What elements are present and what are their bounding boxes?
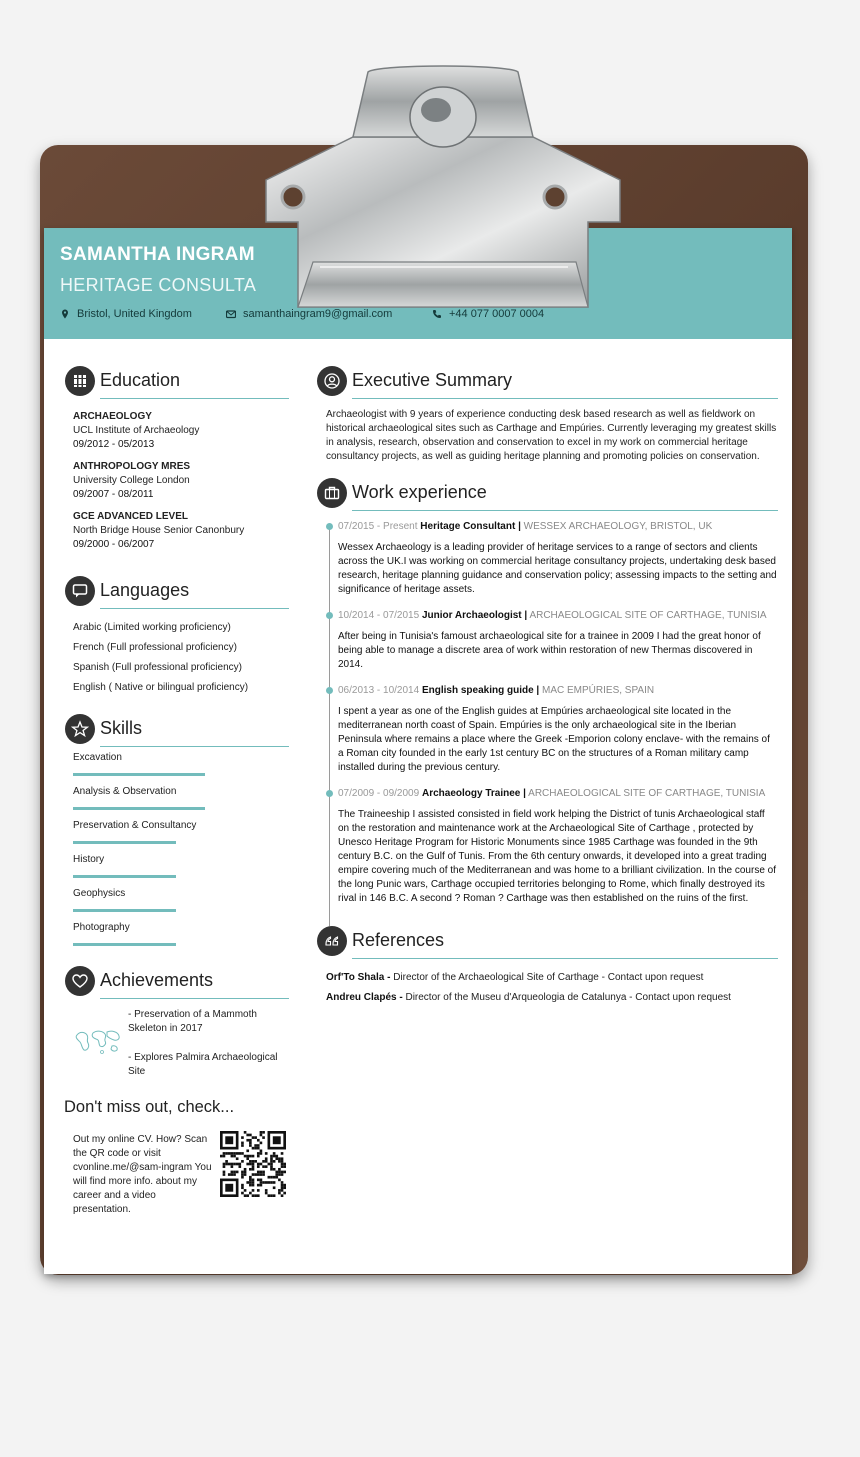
skill-label: Preservation & Consultancy <box>73 820 197 831</box>
degree: ARCHAEOLOGY <box>73 411 152 422</box>
timeline-dot <box>326 790 333 797</box>
summary-title: Executive Summary <box>352 370 513 390</box>
reference-detail: Director of the Museu d'Arqueologia de Catalunya - Contact upon request <box>405 992 731 1003</box>
books-icon <box>65 366 95 396</box>
achievement-item: - Preservation of a Mammoth Skeleton in 2017 <box>128 1009 257 1034</box>
location <box>60 308 192 320</box>
job-org: ARCHAEOLOGICAL SITE OF CARTHAGE, TUNISIA <box>529 610 767 621</box>
school: University College London <box>73 475 190 486</box>
language-item: English ( Native or bilingual proficiency) <box>73 682 249 693</box>
quote-icon <box>317 926 347 956</box>
skill-item <box>73 782 289 816</box>
reference-item <box>326 988 778 1008</box>
job-role: English speaking guide | <box>421 685 540 696</box>
achievements-heading <box>64 964 289 1000</box>
skill-bar <box>73 807 205 810</box>
right-column <box>316 364 778 1008</box>
work-heading <box>316 476 778 512</box>
candidate-name: SAMANTHA INGRAM <box>60 244 255 265</box>
job-dates: 06/2013 - 10/2014 <box>338 685 420 696</box>
reference-name: Orf'To Shala - <box>326 972 391 983</box>
education-item <box>73 510 289 552</box>
qr-section <box>64 1133 289 1243</box>
speech-bubble-icon <box>65 576 95 606</box>
email-icon <box>226 309 236 319</box>
section-divider <box>352 510 778 511</box>
skill-item <box>73 850 289 884</box>
job-description: After being in Tunisia's famoust archaeological site for a trainee in 2009 I had the great honor of being able to manage a discrete area of work within restoration of new Thermas discovered in 2014. <box>338 631 761 670</box>
skill-label: Analysis & Observation <box>73 786 177 797</box>
skill-item <box>73 816 289 850</box>
skill-bar <box>73 875 176 878</box>
skill-item <box>73 884 289 918</box>
section-divider <box>100 608 289 609</box>
job-description: I spent a year as one of the English guides at Empúries archaeological site located in the mediterranean north coast of Spain. Empúries is the only archaeological site in the Iberian Peninsula where remains a place where the Greek -Emporion colony enclave- with the remains of a Roman city founded in the early 1st century BC on the structures of a Roman military camp installed during the previous century. <box>338 706 770 773</box>
skills-heading <box>64 712 289 748</box>
job-dates: 07/2009 - 09/2009 <box>338 788 420 799</box>
job-dates: 10/2014 - 07/2015 <box>338 610 420 621</box>
job-dates: 07/2015 - Present <box>338 521 418 532</box>
star-icon <box>65 714 95 744</box>
education-heading <box>64 364 289 400</box>
section-divider <box>352 958 778 959</box>
skills-list <box>64 748 289 952</box>
school: UCL Institute of Archaeology <box>73 425 200 436</box>
references-heading <box>316 924 778 960</box>
language-item: Arabic (Limited working proficiency) <box>73 622 231 633</box>
job-header <box>338 520 778 534</box>
job-header <box>338 787 778 801</box>
degree: GCE ADVANCED LEVEL <box>73 511 189 522</box>
location-text: Bristol, United Kingdom <box>77 308 192 320</box>
job-header <box>338 609 778 623</box>
skill-item <box>73 748 289 782</box>
briefcase-icon <box>317 478 347 508</box>
job-description: Wessex Archaeology is a leading provider of heritage services to a range of sectors and clients across the UK.I was working on commercial heritage consultancy projects, undertaking desk based research, heritage planning guidance and conservation policy; assessing impacts to the setting and significance of heritage assets. <box>338 542 777 595</box>
job-entry <box>338 787 778 906</box>
job-entry <box>338 684 778 775</box>
reference-detail: Director of the Archaeological Site of Carthage - Contact upon request <box>393 972 704 983</box>
languages-heading <box>64 574 289 610</box>
job-role: Junior Archaeologist | <box>421 610 528 621</box>
resume-page <box>44 228 792 1274</box>
timeline-dot <box>326 523 333 530</box>
job-header <box>338 684 778 698</box>
phone-text: +44 077 0007 0004 <box>449 308 545 320</box>
skills-title: Skills <box>100 718 143 738</box>
skill-label: History <box>73 854 105 865</box>
work-title: Work experience <box>352 482 487 502</box>
qr-description: Out my online CV. How? Scan the QR code or visit cvonline.me/@sam-ingram You will find more info. about my career and a video presentation. <box>73 1134 212 1215</box>
skill-label: Geophysics <box>73 888 126 899</box>
job-org: WESSEX ARCHAEOLOGY, BRISTOL, UK <box>523 521 713 532</box>
references-title: References <box>352 930 445 950</box>
education-item <box>73 460 289 502</box>
summary-heading <box>316 364 778 400</box>
section-divider <box>352 398 778 399</box>
summary-text: Archaeologist with 9 years of experience conducting desk based research as well as fieldwork on historical archaeological sites such as Carthage and Empúries. Currently leveraging my greatest skills in analysis, research, observation and conservation to excel in my work on commercial heritage consultancy projects, as well as guiding heritage planning and promoting policies on conservation. <box>326 409 777 462</box>
section-divider <box>100 398 289 399</box>
job-org: MAC EMPÚRIES, SPAIN <box>542 685 655 696</box>
job-entry <box>338 609 778 672</box>
section-divider <box>100 998 289 999</box>
email-text[interactable]: samanthaingram9@gmail.com <box>243 308 393 320</box>
references-list <box>326 968 778 1008</box>
skill-bar <box>73 943 176 946</box>
skill-label: Photography <box>73 922 130 933</box>
achievement-item: - Explores Palmira Archaeological Site <box>128 1052 278 1077</box>
map-pin-icon <box>60 309 70 319</box>
left-column <box>64 364 289 1243</box>
languages-list <box>73 618 289 698</box>
job-role: Heritage Consultant | <box>420 521 521 532</box>
skill-bar <box>73 773 205 776</box>
school: North Bridge House Senior Canonbury <box>73 525 245 536</box>
dates: 09/2000 - 06/2007 <box>73 539 155 550</box>
timeline-line <box>329 526 330 926</box>
reference-name: Andreu Clapés - <box>326 992 403 1003</box>
user-profile-icon <box>317 366 347 396</box>
job-org: ARCHAEOLOGICAL SITE OF CARTHAGE, TUNISIA <box>528 788 766 799</box>
languages-title: Languages <box>100 580 190 600</box>
language-item: Spanish (Full professional proficiency) <box>73 662 242 673</box>
job-description: The Traineeship I assisted consisted in field work helping the District of tunis Archaeological staff on the restoration and maintenance work at the Archaeological Site of Carthage , protected by Unesco Heritage Program for Historic Monuments since 1985 Carthage was founded in the 9th century B.C. on the Gulf of Tunis. From the 6th century onwards, it developed into a great trading empire covering much of the Mediterranean and was home to a brilliant civilization. In the course of the long Punic wars, Carthage occupied territories belonging to Rome, which finally destroyed its rival in 146 B.C. A second ? Roman ? Carthage was then established on the ruins of the first. <box>338 809 777 904</box>
section-divider <box>100 746 289 747</box>
skill-item <box>73 918 289 952</box>
job-role: Archaeology Trainee | <box>421 788 526 799</box>
achievements-list <box>64 1000 289 1088</box>
degree: ANTHROPOLOGY MRES <box>73 461 191 472</box>
dates: 09/2012 - 05/2013 <box>73 439 155 450</box>
language-item: French (Full professional proficiency) <box>73 642 237 653</box>
timeline-dot <box>326 687 333 694</box>
education-title: Education <box>100 370 181 390</box>
skill-label: Excavation <box>73 752 122 763</box>
skill-bar <box>73 909 176 912</box>
dates: 09/2007 - 08/2011 <box>73 489 154 500</box>
job-entry <box>338 520 778 597</box>
reference-item <box>326 968 778 988</box>
achievements-title: Achievements <box>100 970 214 990</box>
skill-bar <box>73 841 176 844</box>
candidate-title: HERITAGE CONSULTA <box>60 275 257 295</box>
qr-code-icon[interactable] <box>220 1131 286 1197</box>
metal-clip-icon <box>258 62 628 337</box>
work-timeline <box>316 520 778 906</box>
dont-miss-title: Don't miss out, check... <box>64 1098 235 1116</box>
education-item <box>73 410 289 452</box>
heart-icon <box>65 966 95 996</box>
timeline-dot <box>326 612 333 619</box>
world-map-icon <box>74 1026 122 1058</box>
